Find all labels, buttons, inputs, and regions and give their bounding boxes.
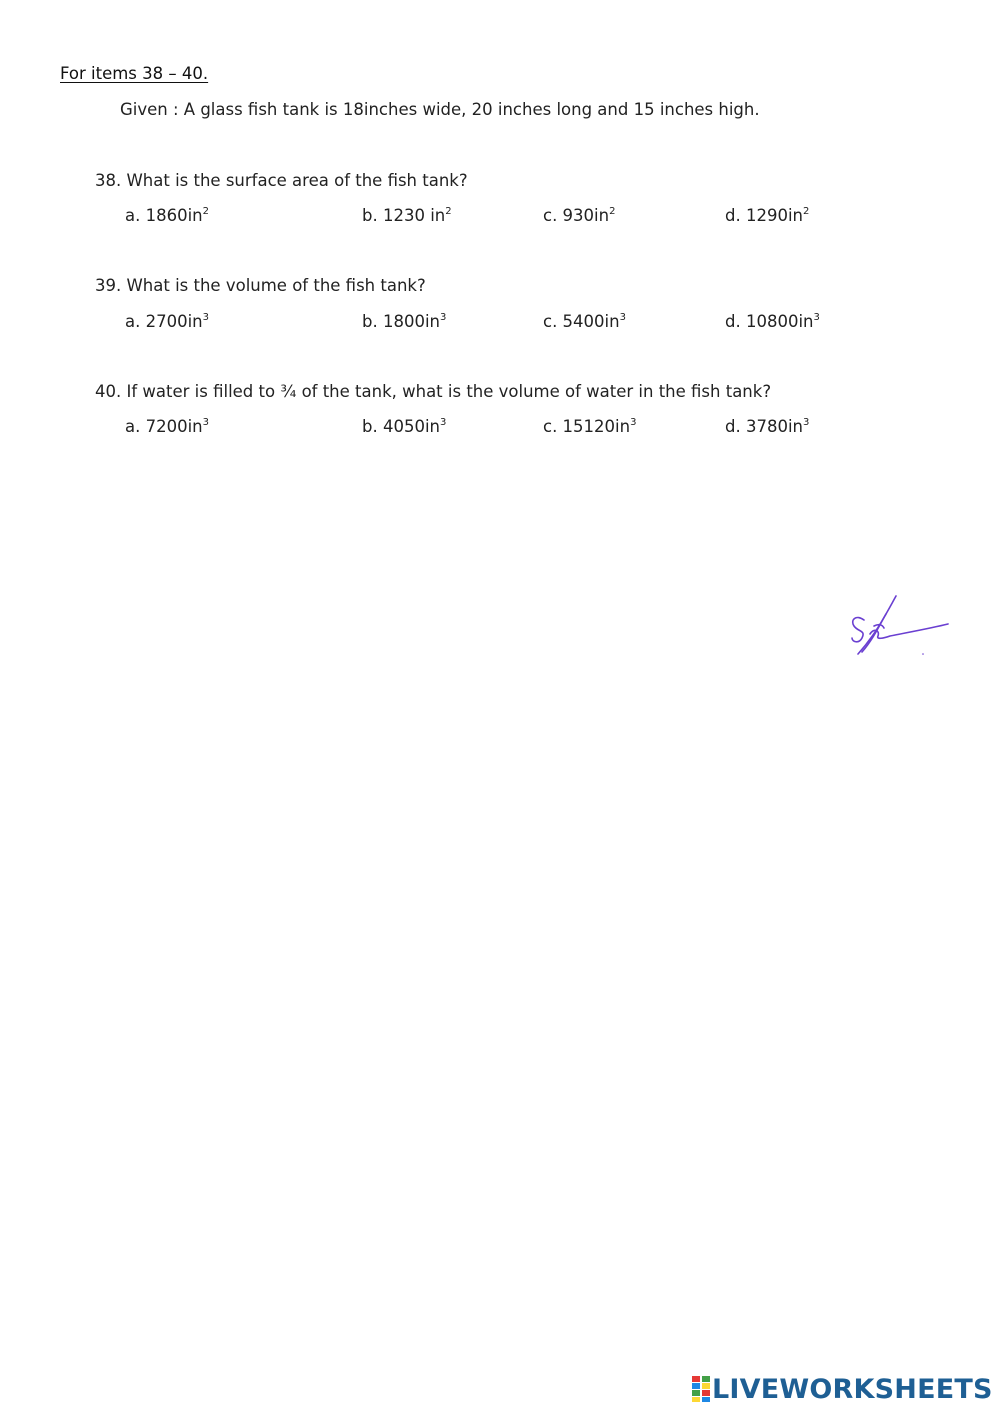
option-39-d[interactable]: d. $10800in^3$ (725, 311, 820, 331)
signature-strokes (852, 596, 948, 654)
signature (840, 590, 955, 660)
option-40-a[interactable]: a. $7200in^3$ (125, 416, 210, 436)
option-38-a[interactable]: a. $1860in^2$ (125, 205, 210, 225)
option-39-c[interactable]: c. $5400in^3$ (543, 311, 626, 331)
option-40-d[interactable]: d. $3780in^3$ (725, 416, 810, 436)
option-39-b[interactable]: b. $1800in^3$ (362, 311, 447, 331)
option-39-a[interactable]: a. $2700in^3$ (125, 311, 210, 331)
section-heading: For items 38 – 40. (60, 64, 209, 83)
question-38: 38. What is the surface area of the fish tank? (95, 171, 468, 190)
option-40-c[interactable]: c. $15120in^3$ (543, 416, 637, 436)
question-40: 40. If water is filled to ¾ of the tank, what is the volume of water in the fish tank? (95, 382, 772, 401)
option-40-b[interactable]: b. $4050in^3$ (362, 416, 447, 436)
brand-mark-icon (692, 1376, 710, 1402)
option-38-c[interactable]: c. $930in^2$ (543, 205, 616, 225)
given-statement: Given : A glass fish tank is 18inches wide, 20 inches long and 15 inches high. (120, 100, 760, 119)
brand-logo (692, 1372, 993, 1406)
option-38-b[interactable]: b. 1230 $in^2$ (362, 205, 452, 225)
signature-dot (922, 653, 924, 655)
brand-name: LIVEWORKSHEETS (712, 1373, 993, 1405)
question-39: 39. What is the volume of the fish tank? (95, 276, 426, 295)
option-38-d[interactable]: d. $1290in^2$ (725, 205, 810, 225)
